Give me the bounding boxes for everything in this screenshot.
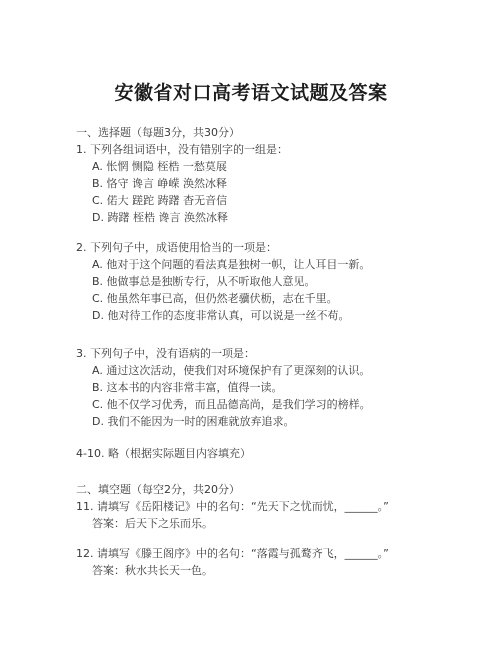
question-stem: 11. 请填写《岳阳楼记》中的名句：“先天下之忧而忧，______。” [76,500,389,513]
question-stem: 3. 下列句子中，没有语病的一项是： [76,347,255,360]
question-option: D. 踌躇 桎梏 谗言 涣然冰释 [92,211,228,224]
question-option: C. 他虽然年事已高，但仍然老骥伏枥，志在千里。 [92,292,338,305]
question-stem: 12. 请填写《滕王阁序》中的名句：“落霞与孤鹜齐飞，______。” [76,547,389,560]
question-option: B. 他做事总是独断专行，从不听取他人意见。 [92,275,316,288]
question-stem: 2. 下列句子中，成语使用恰当的一项是： [76,241,277,254]
question-stem: 1. 下列各组词语中，没有错别字的一组是： [76,143,288,156]
answer-text: 答案：秋水共长天一色。 [92,564,213,577]
question-option: A. 他对于这个问题的看法真是独树一帜，让人耳目一新。 [92,258,371,271]
section-heading-fill: 二、填空题（每空2分，共20分） [76,483,240,496]
answer-text: 答案：后天下之乐而乐。 [92,517,213,530]
question-option: A. 通过这次活动，使我们对环境保护有了更深刻的认识。 [92,364,371,377]
question-option: C. 偌大 蹉跎 踌躇 杳无音信 [92,194,228,207]
question-option: A. 怅惘 恻隐 桎梏 一愁莫展 [92,160,227,173]
question-option: B. 这本书的内容非常丰富，值得一读。 [92,381,283,394]
page-title: 安徽省对口高考语文试题及答案 [114,82,388,104]
omitted-questions-note: 4-10. 略（根据实际题目内容填充） [76,447,251,460]
question-option: D. 他对待工作的态度非常认真，可以说是一丝不苟。 [92,309,350,322]
question-option: B. 恪守 谗言 峥嵘 涣然冰释 [92,177,228,190]
question-option: C. 他不仅学习优秀，而且品德高尚，是我们学习的榜样。 [92,398,371,411]
question-option: D. 我们不能因为一时的困难就放弃追求。 [92,415,295,428]
section-heading-choice: 一、选择题（每题3分，共30分） [76,126,240,139]
